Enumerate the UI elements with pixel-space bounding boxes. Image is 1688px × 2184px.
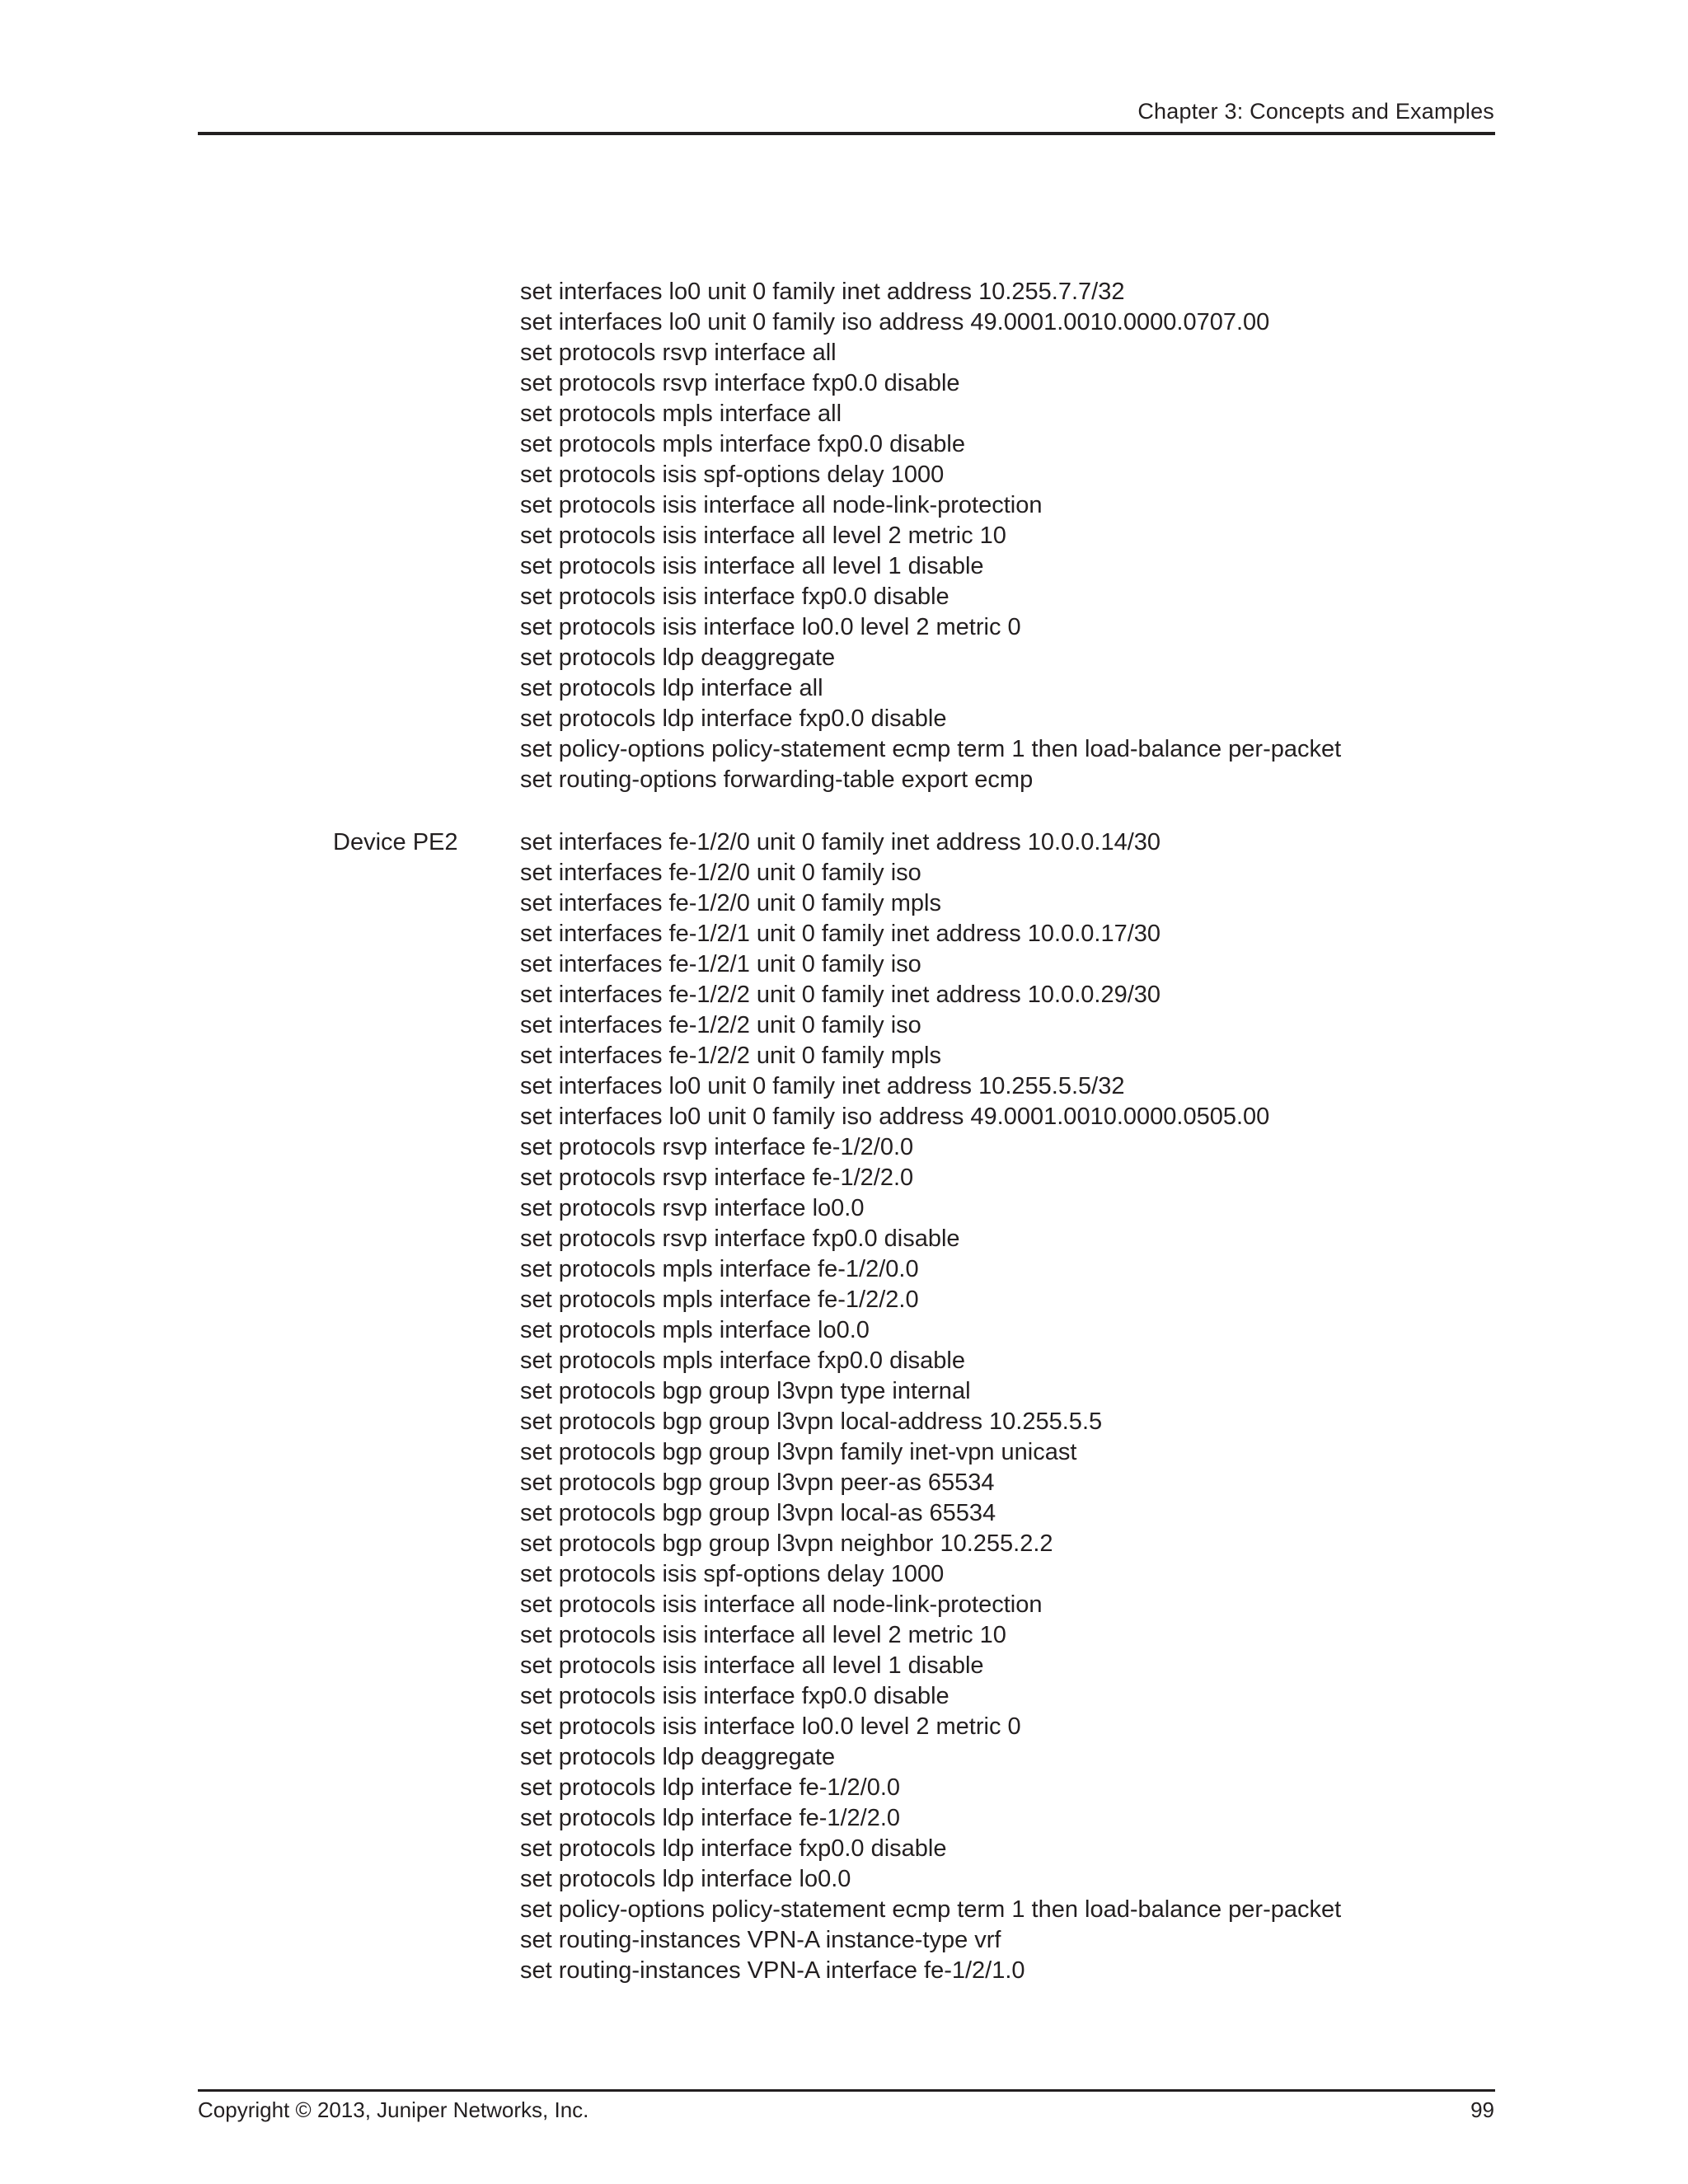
config-line: set protocols isis interface all level 1 disable [520, 553, 984, 579]
config-line: set interfaces fe-1/2/2 unit 0 family iso [520, 1012, 921, 1038]
config-line: set protocols isis interface all level 2 metric 10 [520, 523, 1006, 549]
config-line: set protocols isis interface lo0.0 level 2 metric 0 [520, 1713, 1021, 1740]
config-line: set interfaces lo0 unit 0 family iso address 49.0001.0010.0000.0707.00 [520, 309, 1270, 335]
config-line: set protocols ldp interface lo0.0 [520, 1866, 851, 1892]
config-line: set interfaces fe-1/2/2 unit 0 family inet address 10.0.0.29/30 [520, 982, 1161, 1008]
config-line: set protocols mpls interface fe-1/2/0.0 [520, 1256, 919, 1282]
config-line: set protocols ldp interface fxp0.0 disable [520, 705, 947, 732]
config-line: set protocols isis interface fxp0.0 disable [520, 583, 950, 610]
config-line: set interfaces fe-1/2/0 unit 0 family iso [520, 860, 921, 886]
config-line: set protocols isis spf-options delay 1000 [520, 462, 945, 488]
config-line: set protocols rsvp interface fxp0.0 disable [520, 370, 960, 396]
config-line: set protocols mpls interface fxp0.0 disable [520, 1347, 965, 1374]
config-line: set interfaces fe-1/2/1 unit 0 family iso [520, 951, 921, 977]
config-line: set protocols isis interface all node-link-protection [520, 1591, 1043, 1618]
config-line: set interfaces fe-1/2/0 unit 0 family inet address 10.0.0.14/30 [520, 829, 1161, 855]
config-line: set protocols ldp interface fe-1/2/2.0 [520, 1805, 901, 1831]
config-line: set protocols ldp deaggregate [520, 644, 836, 671]
config-line: set interfaces fe-1/2/0 unit 0 family mpls [520, 890, 941, 916]
config-line: set protocols rsvp interface fxp0.0 disable [520, 1226, 960, 1252]
config-line: set protocols bgp group l3vpn local-as 65534 [520, 1500, 996, 1526]
config-line: set policy-options policy-statement ecmp term 1 then load-balance per-packet [520, 736, 1342, 762]
config-line: set protocols rsvp interface all [520, 340, 837, 366]
config-line: set interfaces fe-1/2/2 unit 0 family mpls [520, 1043, 941, 1069]
config-line: set protocols isis interface lo0.0 level 2 metric 0 [520, 614, 1021, 640]
config-line: set protocols isis interface all level 1 disable [520, 1652, 984, 1679]
config-line: set protocols bgp group l3vpn type internal [520, 1378, 971, 1404]
config-line: set protocols ldp deaggregate [520, 1744, 836, 1770]
page-number: 99 [1470, 2097, 1494, 2122]
config-line: set protocols isis spf-options delay 1000 [520, 1561, 945, 1587]
footer-copyright: Copyright © 2013, Juniper Networks, Inc. [198, 2097, 589, 2122]
config-line: set protocols bgp group l3vpn family inet-vpn unicast [520, 1439, 1077, 1465]
config-line: set protocols isis interface all node-link-protection [520, 492, 1043, 518]
config-line: set interfaces lo0 unit 0 family iso address 49.0001.0010.0000.0505.00 [520, 1104, 1270, 1130]
config-line: set interfaces lo0 unit 0 family inet address 10.255.7.7/32 [520, 279, 1125, 305]
config-line: set protocols rsvp interface fe-1/2/0.0 [520, 1134, 914, 1160]
config-line: set protocols bgp group l3vpn neighbor 10.255.2.2 [520, 1530, 1053, 1557]
config-line: set protocols isis interface fxp0.0 disable [520, 1683, 950, 1709]
config-block-device-1 [520, 277, 1341, 795]
config-line: set protocols isis interface all level 2 metric 10 [520, 1622, 1006, 1648]
config-line: set policy-options policy-statement ecmp term 1 then load-balance per-packet [520, 1896, 1342, 1923]
config-line: set protocols mpls interface all [520, 401, 842, 427]
config-block-device-pe2 [520, 827, 1341, 1986]
config-line: set routing-instances VPN-A instance-type vrf [520, 1927, 1001, 1953]
config-line: set interfaces lo0 unit 0 family inet address 10.255.5.5/32 [520, 1073, 1125, 1099]
config-line: set protocols mpls interface lo0.0 [520, 1317, 870, 1343]
config-line: set protocols ldp interface all [520, 675, 823, 701]
config-line: set routing-options forwarding-table export ecmp [520, 766, 1034, 793]
config-line: set protocols ldp interface fe-1/2/0.0 [520, 1774, 901, 1801]
config-line: set protocols bgp group l3vpn local-address 10.255.5.5 [520, 1408, 1103, 1435]
config-line: set routing-instances VPN-A interface fe-1/2/1.0 [520, 1957, 1025, 1984]
config-line: set protocols rsvp interface fe-1/2/2.0 [520, 1165, 914, 1191]
chapter-header: Chapter 3: Concepts and Examples [1137, 99, 1494, 124]
config-line: set protocols mpls interface fe-1/2/2.0 [520, 1286, 919, 1313]
device-label-pe2: Device PE2 [333, 829, 458, 855]
config-line: set protocols mpls interface fxp0.0 disable [520, 431, 965, 457]
config-line: set protocols ldp interface fxp0.0 disable [520, 1835, 947, 1862]
config-line: set interfaces fe-1/2/1 unit 0 family inet address 10.0.0.17/30 [520, 921, 1161, 947]
config-line: set protocols bgp group l3vpn peer-as 65534 [520, 1469, 995, 1496]
header-rule [198, 132, 1495, 135]
footer-rule [198, 2089, 1495, 2092]
config-line: set protocols rsvp interface lo0.0 [520, 1195, 865, 1221]
